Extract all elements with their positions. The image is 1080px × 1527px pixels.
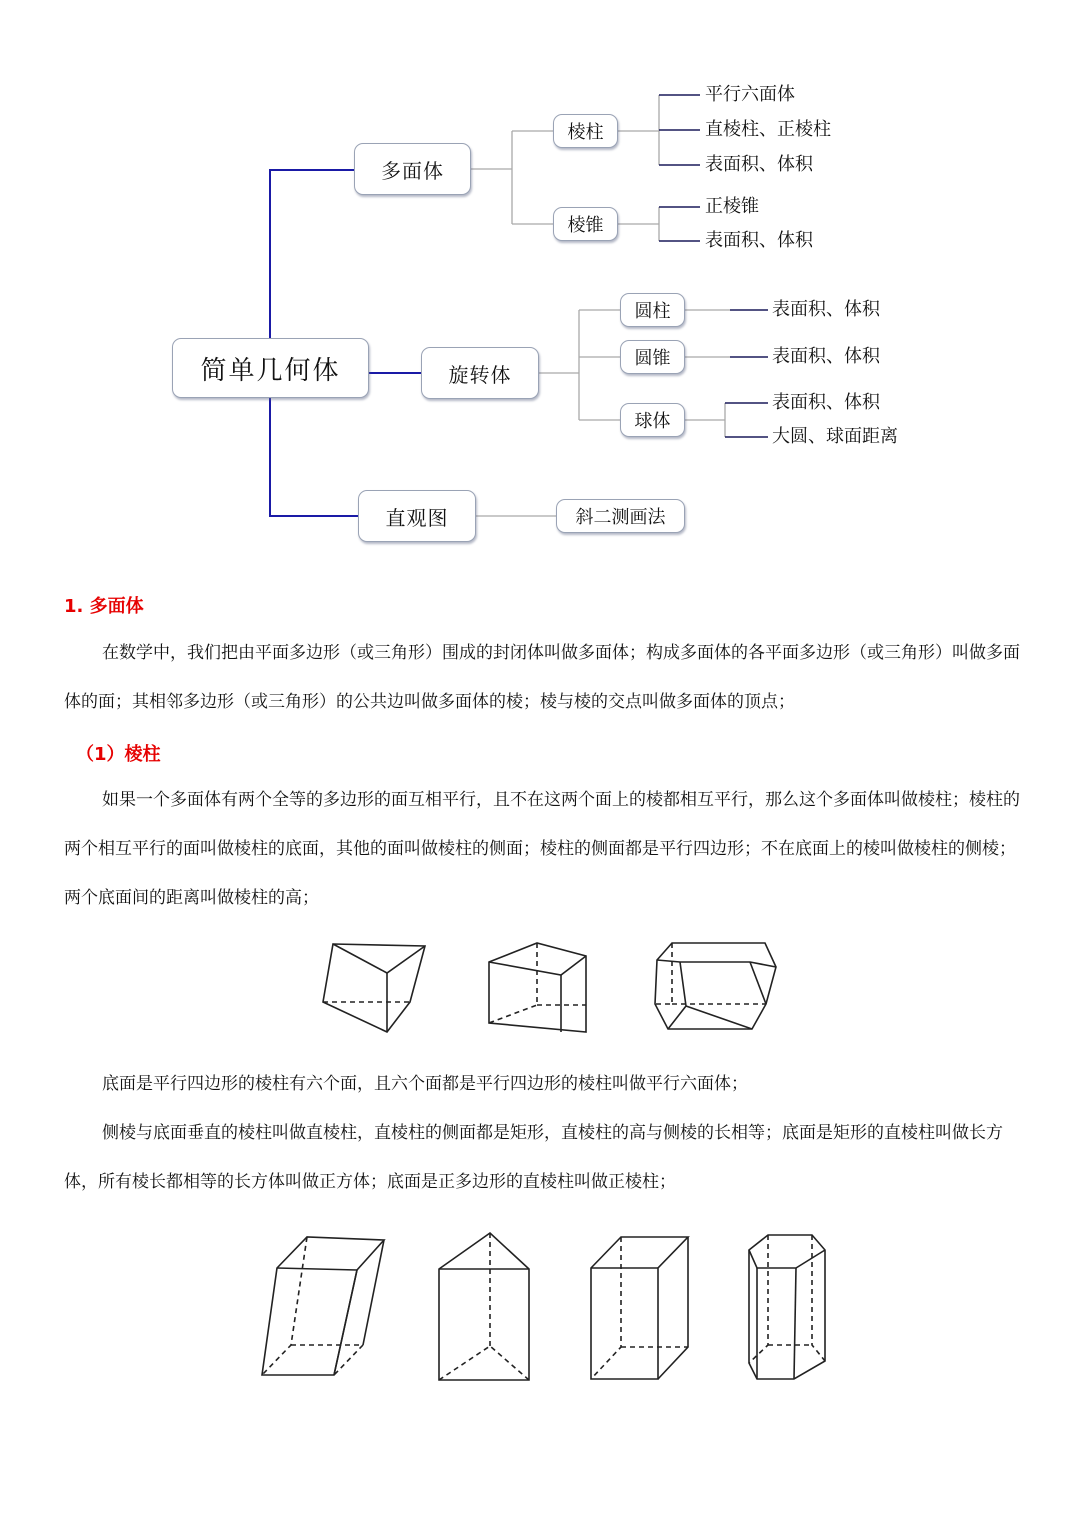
leaf-prism-area-volume: 表面积、体积 bbox=[705, 154, 813, 175]
paragraph-prism-definition: 如果一个多面体有两个全等的多边形的面互相平行，且不在这两个面上的棱都相互平行，那么这个多面体叫做棱柱；棱柱的两个相互平行的面叫做棱柱的底面，其他的面叫做棱柱的侧面；棱柱的侧面都是平行四边形；不在底面上的棱叫做棱柱的侧棱；两个底面间的距离叫做棱柱的高； bbox=[64, 790, 1020, 908]
section-heading-polyhedron: 1. 多面体 bbox=[64, 596, 144, 617]
leaf-sphere-area-volume: 表面积、体积 bbox=[772, 392, 880, 413]
leaf-right-prism: 直棱柱、正棱柱 bbox=[705, 119, 831, 140]
leaf-cylinder-area-volume: 表面积、体积 bbox=[772, 299, 880, 320]
node-sphere: 球体 bbox=[620, 403, 685, 437]
triangular-prism-figure bbox=[439, 1233, 529, 1380]
mindmap-connectors bbox=[0, 0, 1080, 560]
node-prism: 棱柱 bbox=[553, 114, 618, 148]
node-intuitive-drawing: 直观图 bbox=[358, 490, 476, 542]
node-cone: 圆锥 bbox=[620, 340, 685, 374]
node-oblique-drawing: 斜二测画法 bbox=[556, 499, 685, 533]
prism-figures-row-2 bbox=[0, 1225, 1080, 1385]
prism-figures-row-1 bbox=[0, 930, 1080, 1040]
leaf-regular-pyramid: 正棱锥 bbox=[705, 196, 759, 217]
node-polyhedron: 多面体 bbox=[354, 143, 471, 195]
paragraph-right-prism: 侧棱与底面垂直的棱柱叫做直棱柱，直棱柱的侧面都是矩形，直棱柱的高与侧棱的长相等；底面是矩形的直棱柱叫做长方体，所有棱长都相等的长方体叫做正方体；底面是正多边形的直棱柱叫做正棱柱； bbox=[64, 1123, 1003, 1192]
leaf-cone-area-volume: 表面积、体积 bbox=[772, 346, 880, 367]
node-rotation-body: 旋转体 bbox=[421, 347, 539, 399]
leaf-pyramid-area-volume: 表面积、体积 bbox=[705, 230, 813, 251]
paragraph-polyhedron-definition: 在数学中，我们把由平面多边形（或三角形）围成的封闭体叫做多面体；构成多面体的各平面多边形（或三角形）叫做多面体的面；其相邻多边形（或三角形）的公共边叫做多面体的棱；棱与棱的交点叫做多面体的顶点； bbox=[64, 643, 1020, 712]
node-pyramid: 棱锥 bbox=[553, 207, 618, 241]
rectangular-box-figure bbox=[591, 1237, 688, 1379]
oblique-parallelepiped-figure bbox=[262, 1237, 384, 1375]
paragraph-parallelepiped: 底面是平行四边形的棱柱有六个面，且六个面都是平行四边形的棱柱叫做平行六面体； bbox=[102, 1074, 748, 1094]
mindmap-root-node: 简单几何体 bbox=[172, 338, 369, 398]
subsection-heading-prism: （1）棱柱 bbox=[76, 744, 161, 765]
leaf-great-circle: 大圆、球面距离 bbox=[772, 426, 898, 447]
leaf-parallelepiped: 平行六面体 bbox=[705, 84, 795, 105]
node-cylinder: 圆柱 bbox=[620, 293, 685, 327]
